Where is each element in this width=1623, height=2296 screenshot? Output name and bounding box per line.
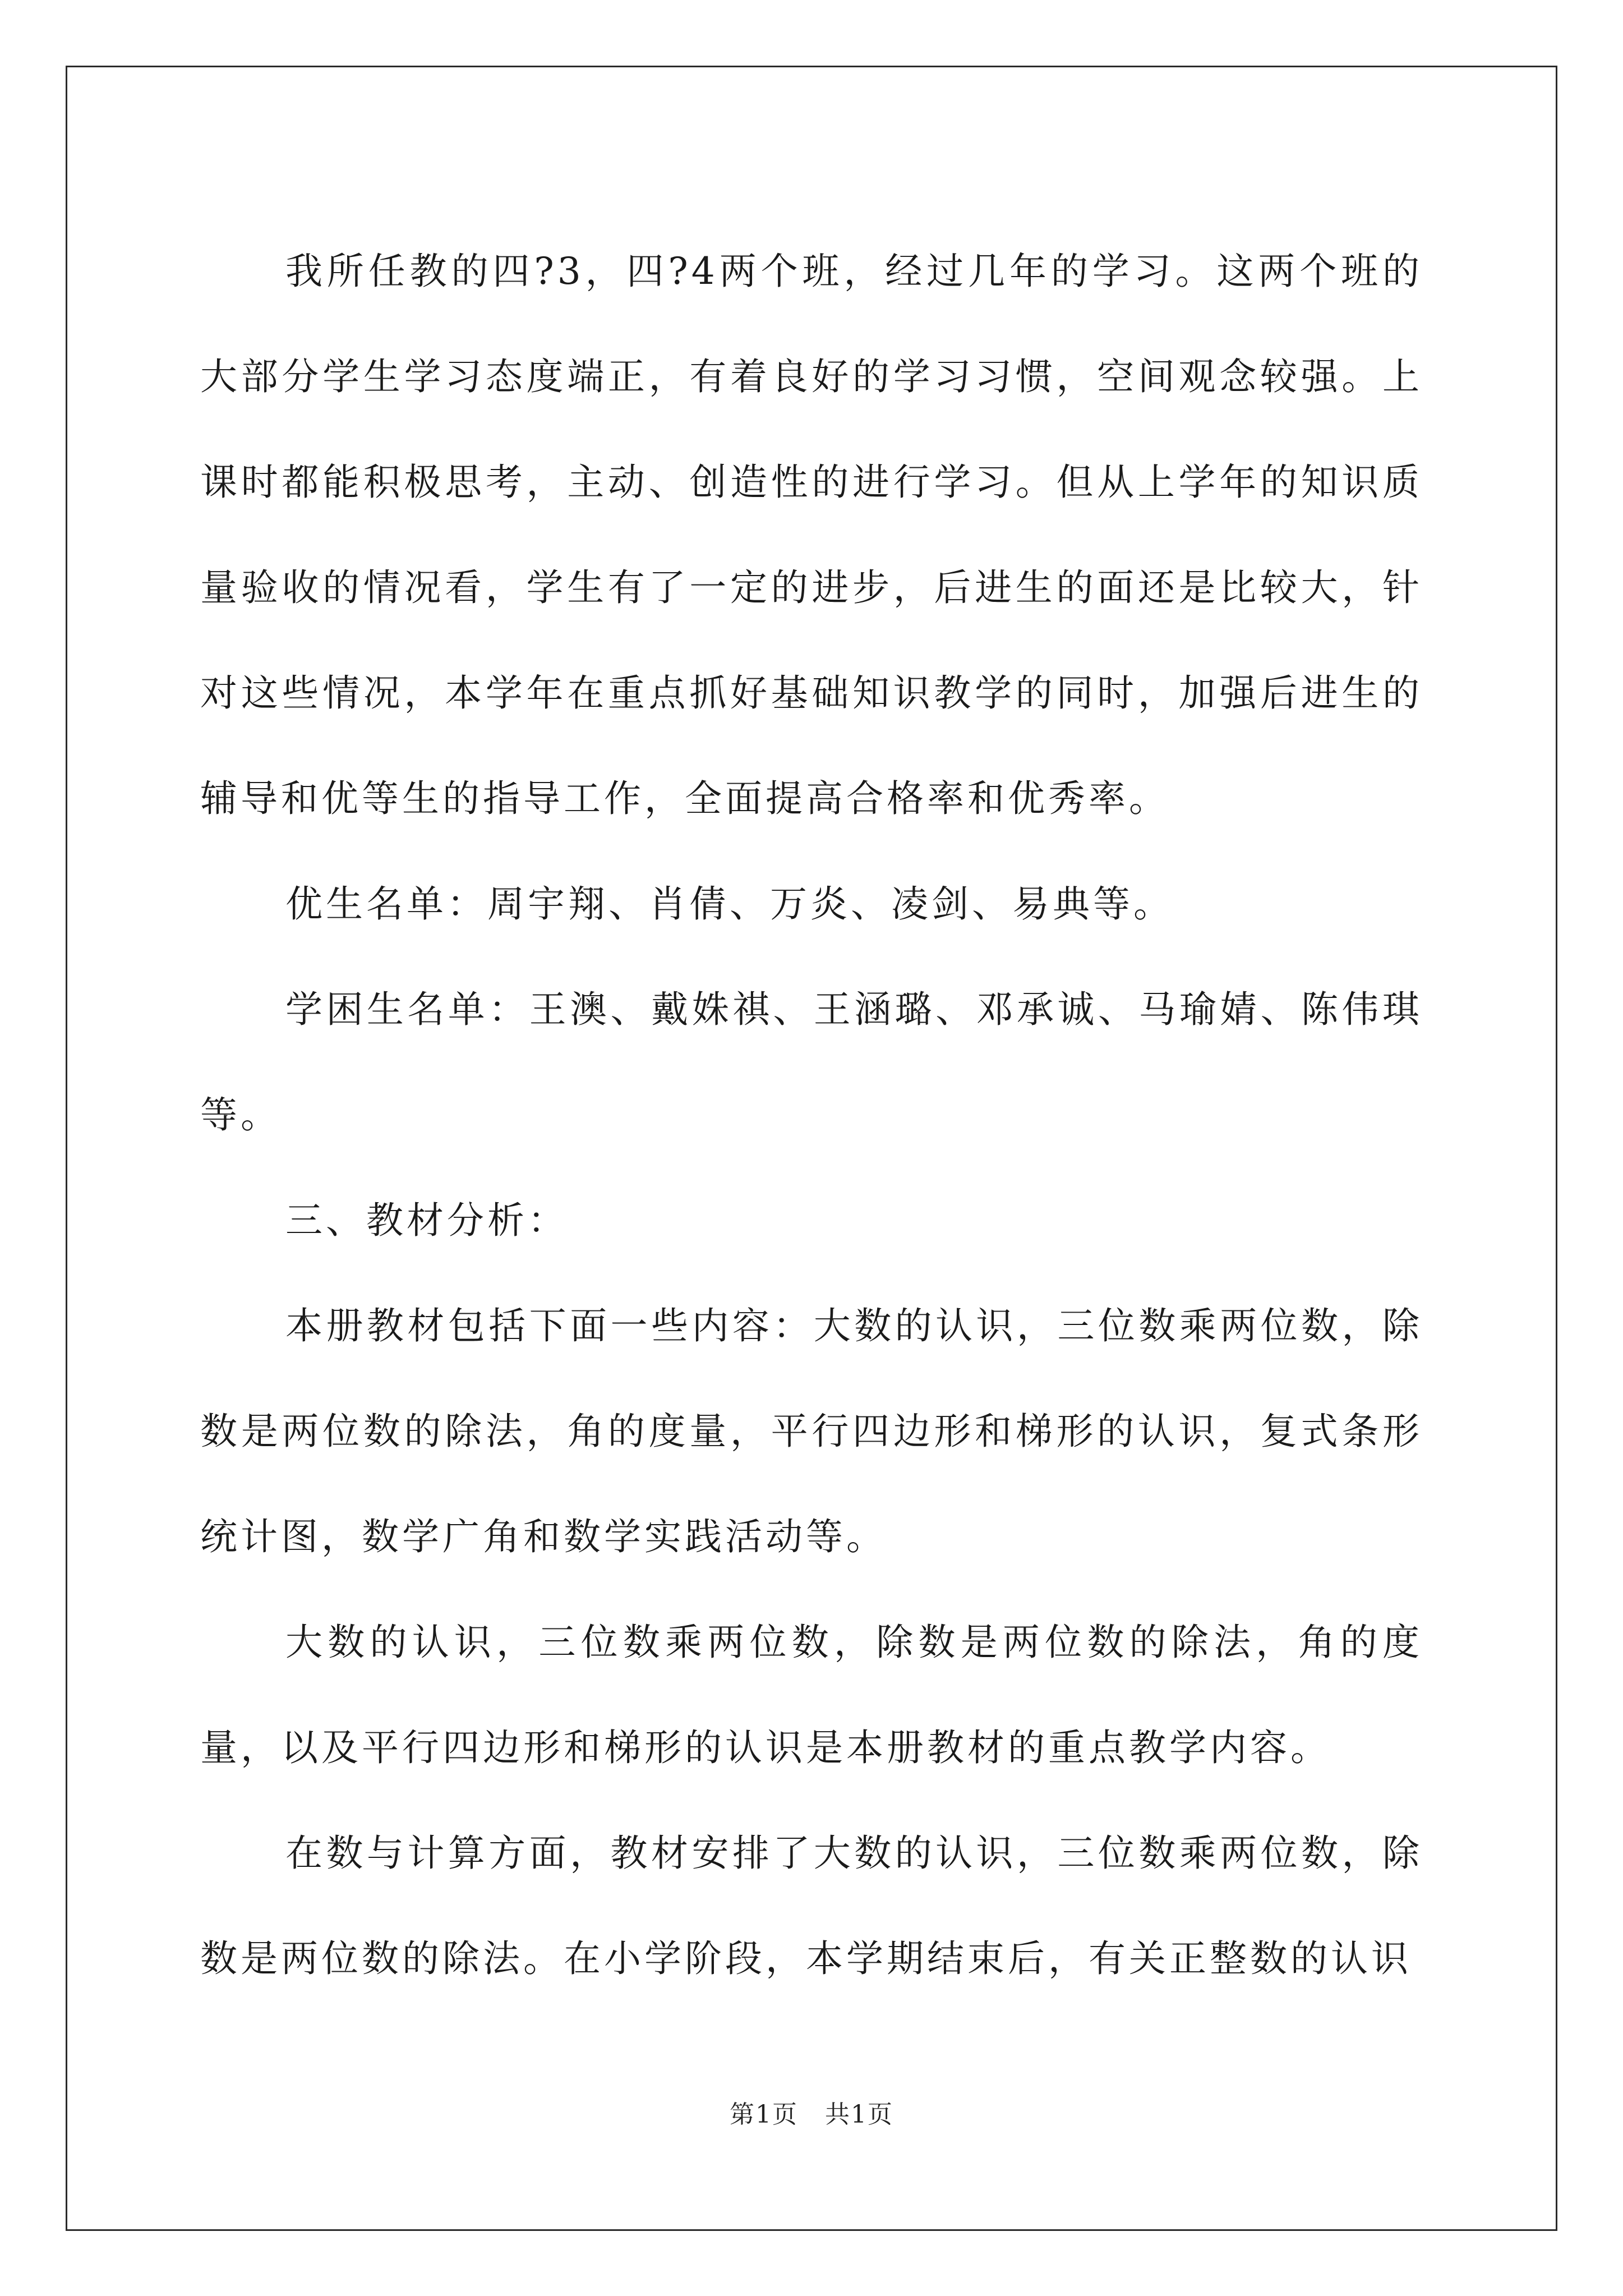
page-total: 共1页 (825, 2100, 893, 2129)
paragraph-class-situation: 我所任教的四?3，四?4两个班，经过几年的学习。这两个班的大部分学生学习态度端正，有着良好的学习习惯，空间观念较强。上课时都能积极思考，主动、创造性的进行学习。但从上学年的知识质量验收的情况看，学生有了一定的进步，后进生的面还是比较大，针对这些情况，本学年在重点抓好基础知识教学的同时，加强后进生的辅导和优等生的指导工作，全面提高合格率和优秀率。 (200, 250, 1423, 820)
paragraph-textbook-contents: 本册教材包括下面一些内容：大数的认识，三位数乘两位数，除数是两位数的除法，角的度量，平行四边形和梯形的认识，复式条形统计图，数学广角和数学实践活动等。 (200, 1304, 1423, 1558)
section-heading-textbook-analysis: 三、教材分析： (285, 1199, 568, 1242)
paragraph-struggling-students: 学困生名单：王澳、戴姝祺、王涵璐、邓承诚、马瑜婧、陈伟琪等。 (200, 988, 1423, 1137)
paragraph-top-students: 优生名单：周宇翔、肖倩、万炎、凌剑、易典等。 (285, 882, 1174, 926)
paragraph-key-content: 大数的认识，三位数乘两位数，除数是两位数的除法，角的度量，以及平行四边形和梯形的认识是本册教材的重点教学内容。 (200, 1621, 1423, 1769)
page-number: 第1页 (730, 2100, 798, 2129)
document-body (200, 219, 1423, 2012)
page-footer (0, 2098, 1623, 2132)
paragraph-number-computation: 在数与计算方面，教材安排了大数的认识，三位数乘两位数，除数是两位数的除法。在小学阶段，本学期结束后，有关正整数的认识 (200, 1832, 1423, 1980)
